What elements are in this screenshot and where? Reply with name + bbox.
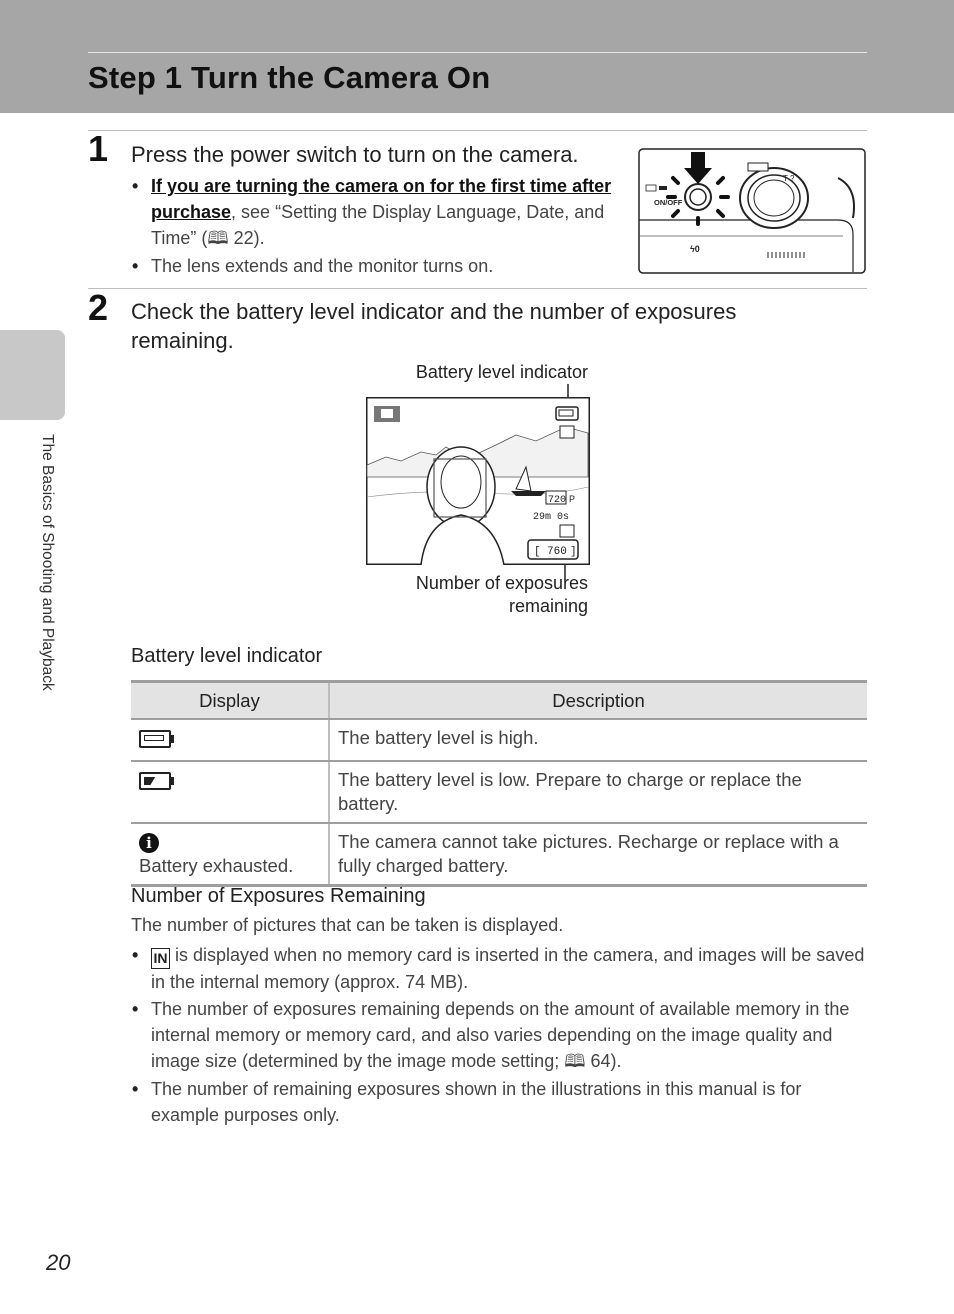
page-number: 20 [46, 1250, 71, 1275]
svg-text:T ?: T ? [783, 174, 795, 183]
header-band [0, 0, 954, 113]
screen-time-readout: 29m 0s [533, 512, 570, 523]
svg-text:ϟ0: ϟ0 [690, 244, 700, 254]
screen-exposures-readout: 760 [547, 546, 567, 558]
camera-monitor-illustration [366, 397, 590, 565]
svg-text:[: [ [534, 546, 541, 558]
battery-exhausted-icon: i [139, 833, 159, 853]
callout-battery-label: Battery level indicator [415, 362, 588, 382]
callout-exposures-line-2: remaining [508, 596, 588, 616]
internal-memory-note: is displayed when no memory card is inserted in the camera, and images will be saved in the internal memory (approx. 74 MB). [151, 945, 865, 992]
description-cell: The camera cannot take pictures. Recharge or replace with a fully charged battery. [329, 823, 867, 886]
side-tab-label: The Basics of Shooting and Playback [39, 434, 56, 691]
screen-resolution-readout: 720 [548, 495, 567, 506]
page-ref: 22). [233, 228, 265, 248]
lens-note: The lens extends and the monitor turns on. [151, 256, 494, 276]
first-time-note-rest: , see “Setting the Display Language, Date, and Time” ( [151, 202, 605, 248]
header-rule [88, 52, 867, 53]
bullet-dot: • [132, 999, 139, 1019]
step-1-number: 1 [88, 128, 109, 169]
step-1-text: Press the power switch to turn on the camera. [131, 142, 579, 167]
page-title: Step 1 Turn the Camera On [88, 60, 491, 95]
description-cell: The battery level is high. [329, 719, 867, 761]
column-header-description: Description [329, 682, 867, 720]
table-row [131, 823, 867, 886]
callout-exposures-line-1: Number of exposures [415, 573, 588, 593]
divider [88, 130, 867, 131]
callout-exposures-label [378, 572, 588, 618]
example-purposes-note: The number of remaining exposures shown in the illustrations in this manual is for example purposes only. [151, 1079, 802, 1125]
exposures-intro: The number of pictures that can be taken is displayed. [131, 915, 564, 935]
divider [88, 288, 867, 289]
bullet-dot: • [132, 176, 139, 196]
description-cell: The battery level is low. Prepare to charge or replace the battery. [329, 761, 867, 823]
step-2-text: Check the battery level indicator and the number of exposures remaining. [131, 299, 737, 353]
battery-full-icon [139, 730, 171, 748]
display-cell [131, 761, 329, 823]
bullet-dot: • [132, 1079, 139, 1099]
display-cell [131, 823, 329, 886]
table-header-row [131, 682, 867, 720]
exposures-bullet-1 [132, 942, 865, 995]
memory-depends-note: The number of exposures remaining depends on the amount of available memory in the internal memory or memory card, and also varies depending on the image quality and image size (determined by the image mode setting; [151, 999, 850, 1071]
step-1-bullet-1 [132, 173, 621, 252]
exposures-section-heading: Number of Exposures Remaining [131, 885, 426, 907]
display-cell [131, 719, 329, 761]
book-icon: 🕮 [564, 1051, 586, 1072]
page-ref: 64). [590, 1051, 622, 1071]
battery-level-table [131, 680, 867, 887]
first-time-note: If you are turning the camera on for the first time after purchase [151, 176, 612, 222]
side-tab [0, 330, 65, 420]
display-text: Battery exhausted. [139, 855, 294, 876]
table-row [131, 761, 867, 823]
step-1-bullet-2 [132, 253, 621, 279]
bullet-dot: • [132, 945, 139, 965]
camera-power-switch-illustration [638, 148, 866, 274]
on-off-label: ON/OFF [654, 198, 683, 207]
exposures-bullet-3 [132, 1076, 865, 1128]
svg-text:P: P [569, 494, 576, 504]
bullet-dot: • [132, 256, 139, 276]
battery-section-heading: Battery level indicator [131, 645, 323, 667]
battery-low-icon [139, 772, 171, 790]
step-2-number: 2 [88, 287, 109, 328]
book-icon: 🕮 [207, 228, 229, 249]
exposures-bullet-2 [132, 996, 865, 1075]
column-header-display: Display [131, 682, 329, 720]
internal-memory-icon: IN [151, 948, 170, 969]
svg-text:]: ] [570, 546, 577, 558]
table-row [131, 719, 867, 761]
